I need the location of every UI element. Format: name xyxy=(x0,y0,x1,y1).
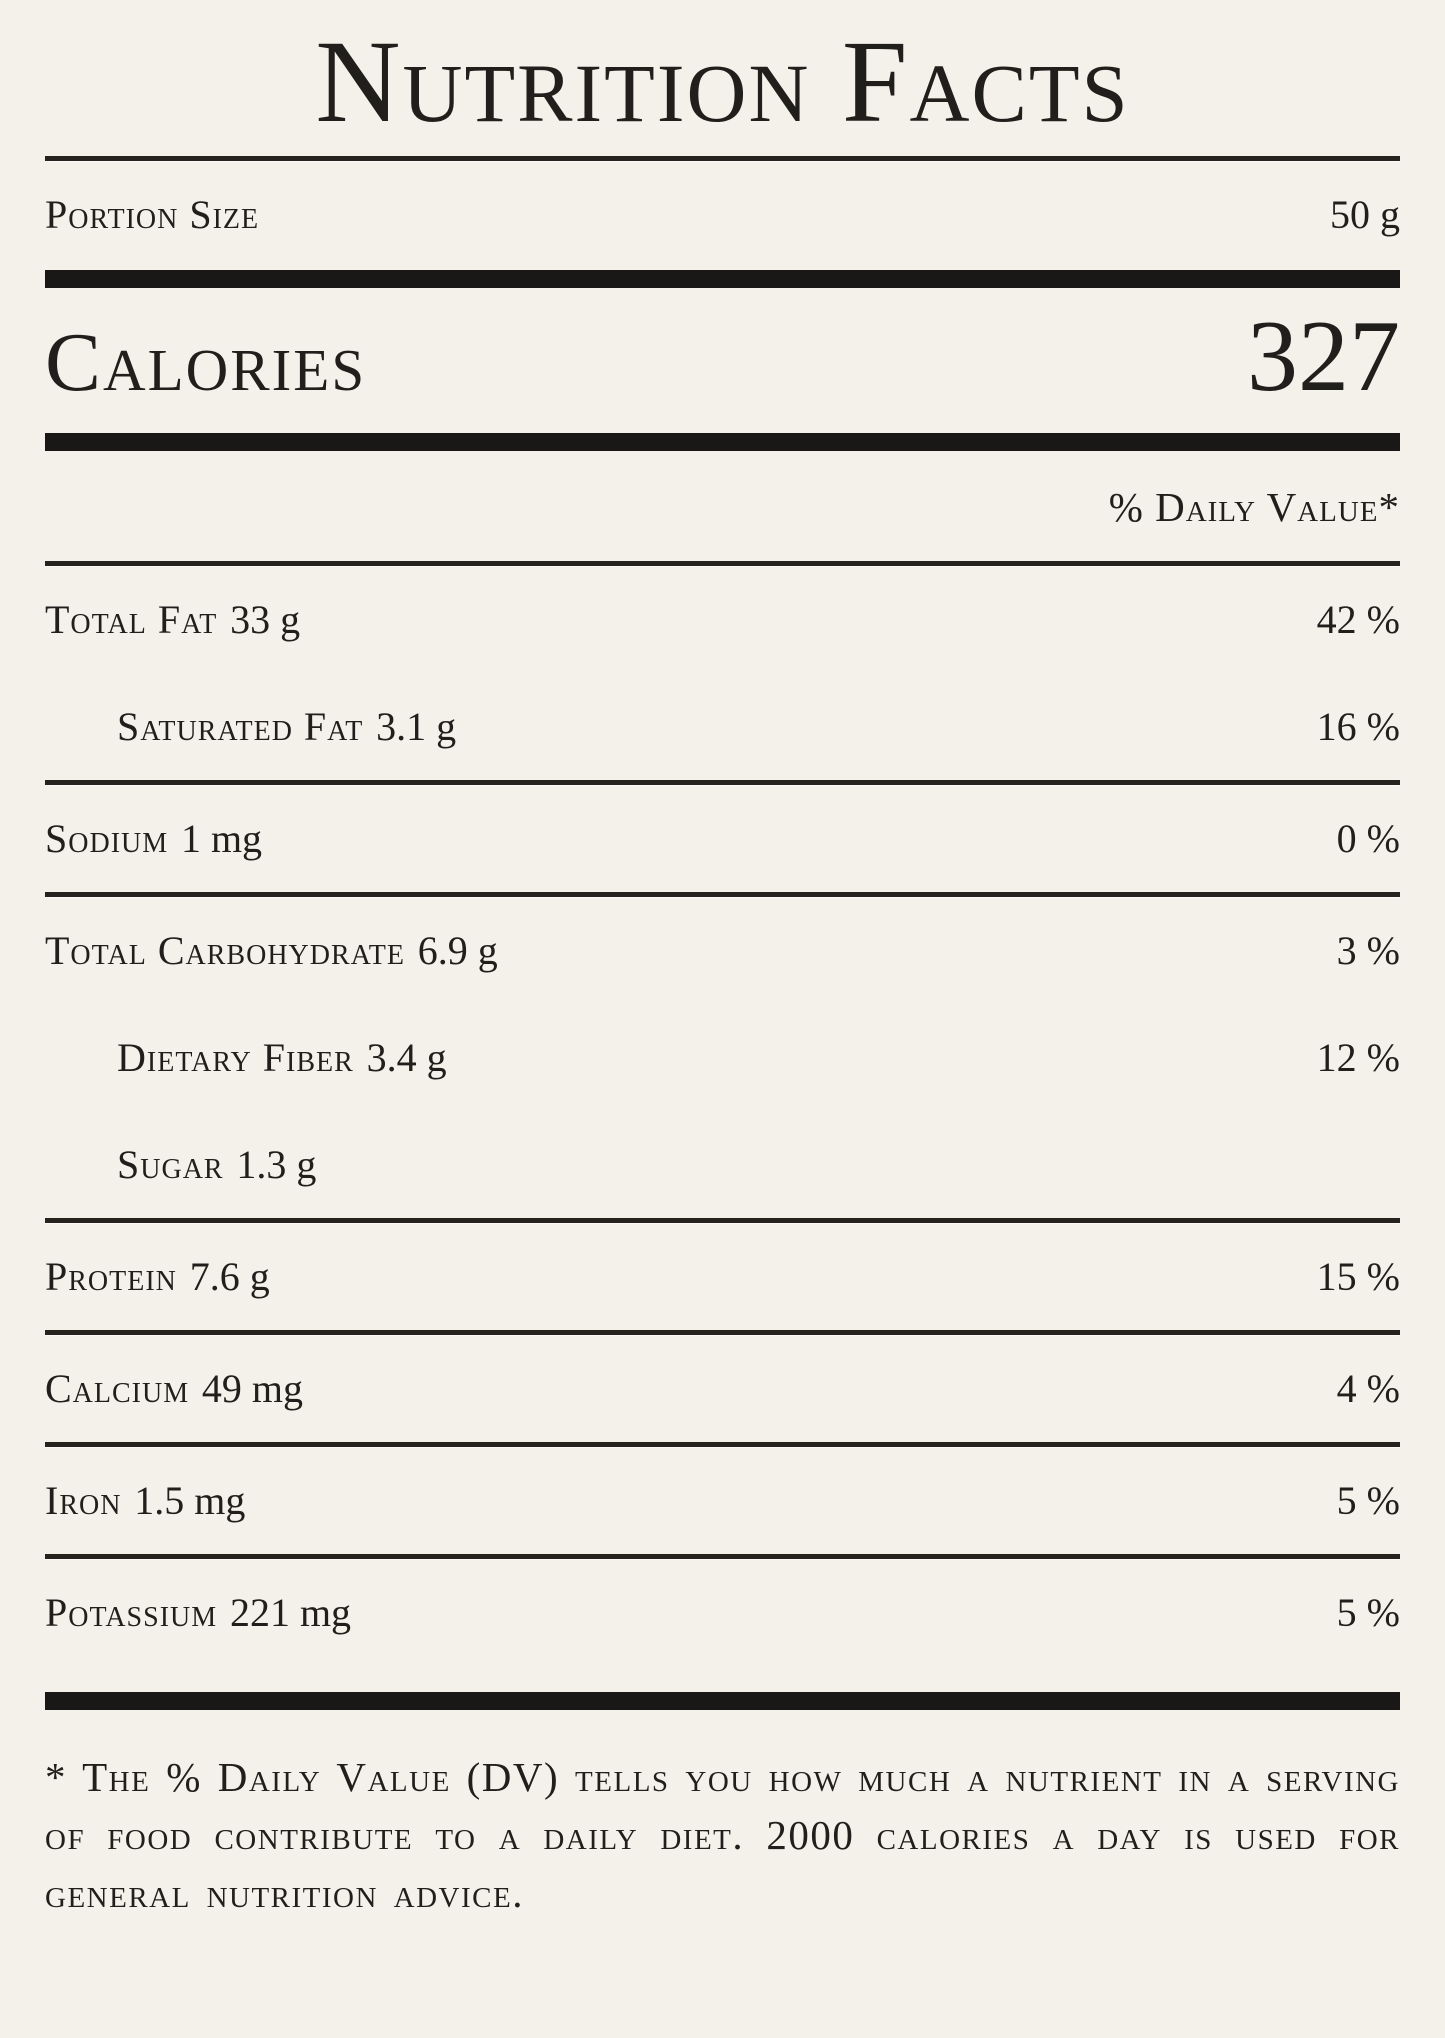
nutrient-row xyxy=(45,785,1400,892)
nutrient-amount: 6.9 g xyxy=(417,927,498,973)
nutrient-row xyxy=(45,566,1400,673)
nutrient-daily-value: 0 % xyxy=(1336,815,1400,861)
thick-bar-above-calories xyxy=(45,270,1400,288)
nutrient-daily-value: 15 % xyxy=(1316,1253,1400,1299)
nutrient-name: Iron xyxy=(45,1477,122,1523)
nutrient-amount: 49 mg xyxy=(201,1365,304,1411)
nutrient-name: Calcium xyxy=(45,1365,190,1411)
nutrient-amount: 1.3 g xyxy=(236,1141,317,1187)
nutrient-name: Sugar xyxy=(117,1141,224,1187)
nutrient-name-and-amount xyxy=(45,1589,351,1636)
nutrient-name-and-amount xyxy=(45,1365,303,1412)
nutrient-row xyxy=(45,1447,1400,1554)
nutrient-name-and-amount xyxy=(45,1253,270,1300)
nutrient-daily-value: 5 % xyxy=(1336,1477,1400,1523)
nutrient-amount: 3.1 g xyxy=(376,703,457,749)
thick-bar-below-calories xyxy=(45,433,1400,451)
calories-label: Calories xyxy=(45,315,367,409)
nutrient-name-and-amount xyxy=(45,815,262,862)
nutrient-name-and-amount xyxy=(117,1034,447,1081)
nutrient-name-and-amount xyxy=(45,596,300,643)
nutrient-name: Total Carbohydrate xyxy=(45,927,405,973)
nutrient-daily-value: 4 % xyxy=(1336,1365,1400,1411)
nutrient-row xyxy=(45,1004,1400,1111)
nutrient-name-and-amount xyxy=(117,1141,316,1188)
nutrient-amount: 3.4 g xyxy=(366,1034,447,1080)
nutrient-row xyxy=(45,1335,1400,1442)
nutrient-amount: 1.5 mg xyxy=(134,1477,246,1523)
portion-size-row xyxy=(45,161,1400,270)
nutrient-row xyxy=(45,897,1400,1004)
nutrient-daily-value: 5 % xyxy=(1336,1589,1400,1635)
nutrient-row xyxy=(45,1111,1400,1218)
nutrition-facts-label xyxy=(0,8,1445,1923)
daily-value-header: % Daily Value* xyxy=(1108,483,1400,530)
portion-size-value: 50 g xyxy=(1330,191,1400,237)
nutrient-row xyxy=(45,1559,1400,1666)
nutrient-daily-value: 42 % xyxy=(1316,596,1400,642)
nutrient-daily-value: 12 % xyxy=(1316,1034,1400,1080)
nutrient-daily-value: 3 % xyxy=(1336,927,1400,973)
nutrient-name-and-amount xyxy=(45,927,498,974)
nutrient-amount: 7.6 g xyxy=(189,1253,270,1299)
nutrient-name: Protein xyxy=(45,1253,177,1299)
portion-size-label: Portion Size xyxy=(45,191,260,237)
nutrient-name-and-amount xyxy=(117,703,456,750)
daily-value-footnote: * The % Daily Value (DV) tells you how much a nutrient in a serving of food contribute to a daily diet. 2000 calories a day is used for general nutrition advice. xyxy=(45,1753,1400,1917)
nutrient-row xyxy=(45,673,1400,780)
calories-value: 327 xyxy=(1247,299,1400,413)
thick-bar-above-footnote xyxy=(45,1692,1400,1710)
nutrient-name-and-amount xyxy=(45,1477,245,1524)
nutrient-row xyxy=(45,1223,1400,1330)
nutrient-amount: 221 mg xyxy=(229,1589,352,1635)
nutrient-name: Potassium xyxy=(45,1589,218,1635)
nutrient-name: Total Fat xyxy=(45,596,218,642)
nutrient-amount: 33 g xyxy=(230,596,301,642)
calories-row xyxy=(45,288,1400,433)
nutrient-rows xyxy=(45,566,1400,1666)
nutrient-amount: 1 mg xyxy=(180,815,263,861)
nutrient-name: Saturated Fat xyxy=(117,703,364,749)
nutrient-daily-value: 16 % xyxy=(1316,703,1400,749)
nutrient-name: Sodium xyxy=(45,815,169,861)
page-title: Nutrition Facts xyxy=(315,16,1130,147)
nutrient-name: Dietary Fiber xyxy=(117,1034,354,1080)
